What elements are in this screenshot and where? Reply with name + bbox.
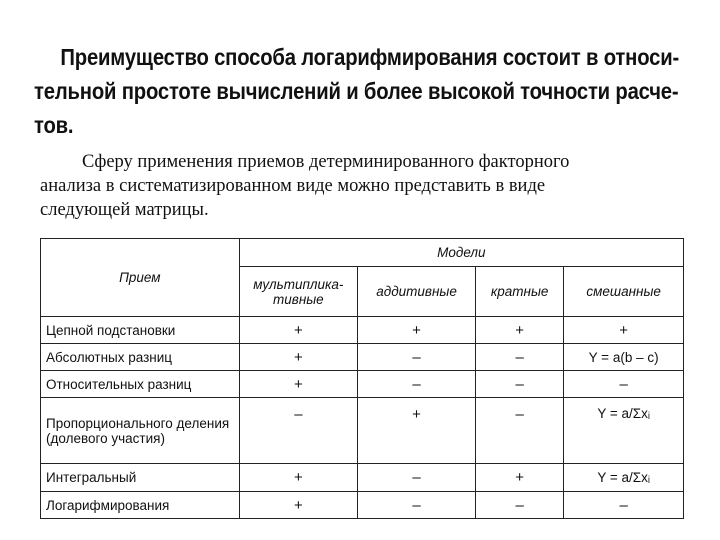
table-row [41, 371, 684, 398]
header-model-column: кратные [476, 267, 564, 317]
method-cell: Цепной подстановки [41, 317, 240, 344]
header-model-column: смешанные [564, 267, 684, 317]
header-models: Модели [239, 239, 683, 267]
value-cell: – [476, 371, 564, 398]
value-cell: + [239, 317, 357, 344]
value-cell: – [358, 371, 476, 398]
value-cell: – [476, 492, 564, 519]
paragraph-line: тельной простоте вычислений и более высокой точности расче- [34, 78, 679, 104]
formula-cell: Y = a(b – c) [564, 344, 684, 371]
value-cell: + [358, 317, 476, 344]
value-cell: + [239, 464, 357, 492]
value-cell: – [564, 492, 684, 519]
method-cell: Относительных разниц [41, 371, 240, 398]
table-row [41, 492, 684, 519]
method-cell: Абсолютных разниц [41, 344, 240, 371]
table-row [41, 344, 684, 371]
paragraph-line: анализа в систематизированном виде можно представить в виде [40, 176, 546, 196]
paragraph-advantage [34, 40, 680, 142]
value-cell: – [358, 464, 476, 492]
paragraph-line: Преимущество способа логарифмирования состоит в относи- [60, 44, 680, 70]
table-row [41, 464, 684, 492]
value-cell: + [239, 371, 357, 398]
value-cell: + [239, 344, 357, 371]
value-cell: + [476, 464, 564, 492]
paragraph-line: тов. [34, 112, 74, 138]
formula-cell: Y = a/Σxᵢ [564, 398, 684, 464]
value-cell: – [564, 371, 684, 398]
value-cell: – [476, 344, 564, 371]
value-cell: + [564, 317, 684, 344]
value-cell: + [239, 492, 357, 519]
value-cell: + [476, 317, 564, 344]
paragraph-scope [40, 150, 700, 222]
value-cell: – [358, 344, 476, 371]
value-cell: – [476, 398, 564, 464]
table-row [41, 317, 684, 344]
header-method: Прием [41, 239, 240, 317]
formula-cell: Y = a/Σxᵢ [564, 464, 684, 492]
value-cell: – [239, 398, 357, 464]
table-row [41, 398, 684, 464]
header-model-column: мультиплика-тивные [239, 267, 357, 317]
paragraph-line: следующей матрицы. [40, 200, 209, 220]
value-cell: + [358, 398, 476, 464]
methods-matrix-table [40, 238, 684, 519]
header-model-column: аддитивные [358, 267, 476, 317]
paragraph-line: Сферу применения приемов детерминированного факторного [82, 152, 570, 172]
method-cell: Пропорционального деления (долевого участия) [41, 398, 240, 464]
value-cell: – [358, 492, 476, 519]
method-cell: Интегральный [41, 464, 240, 492]
method-cell: Логарифмирования [41, 492, 240, 519]
